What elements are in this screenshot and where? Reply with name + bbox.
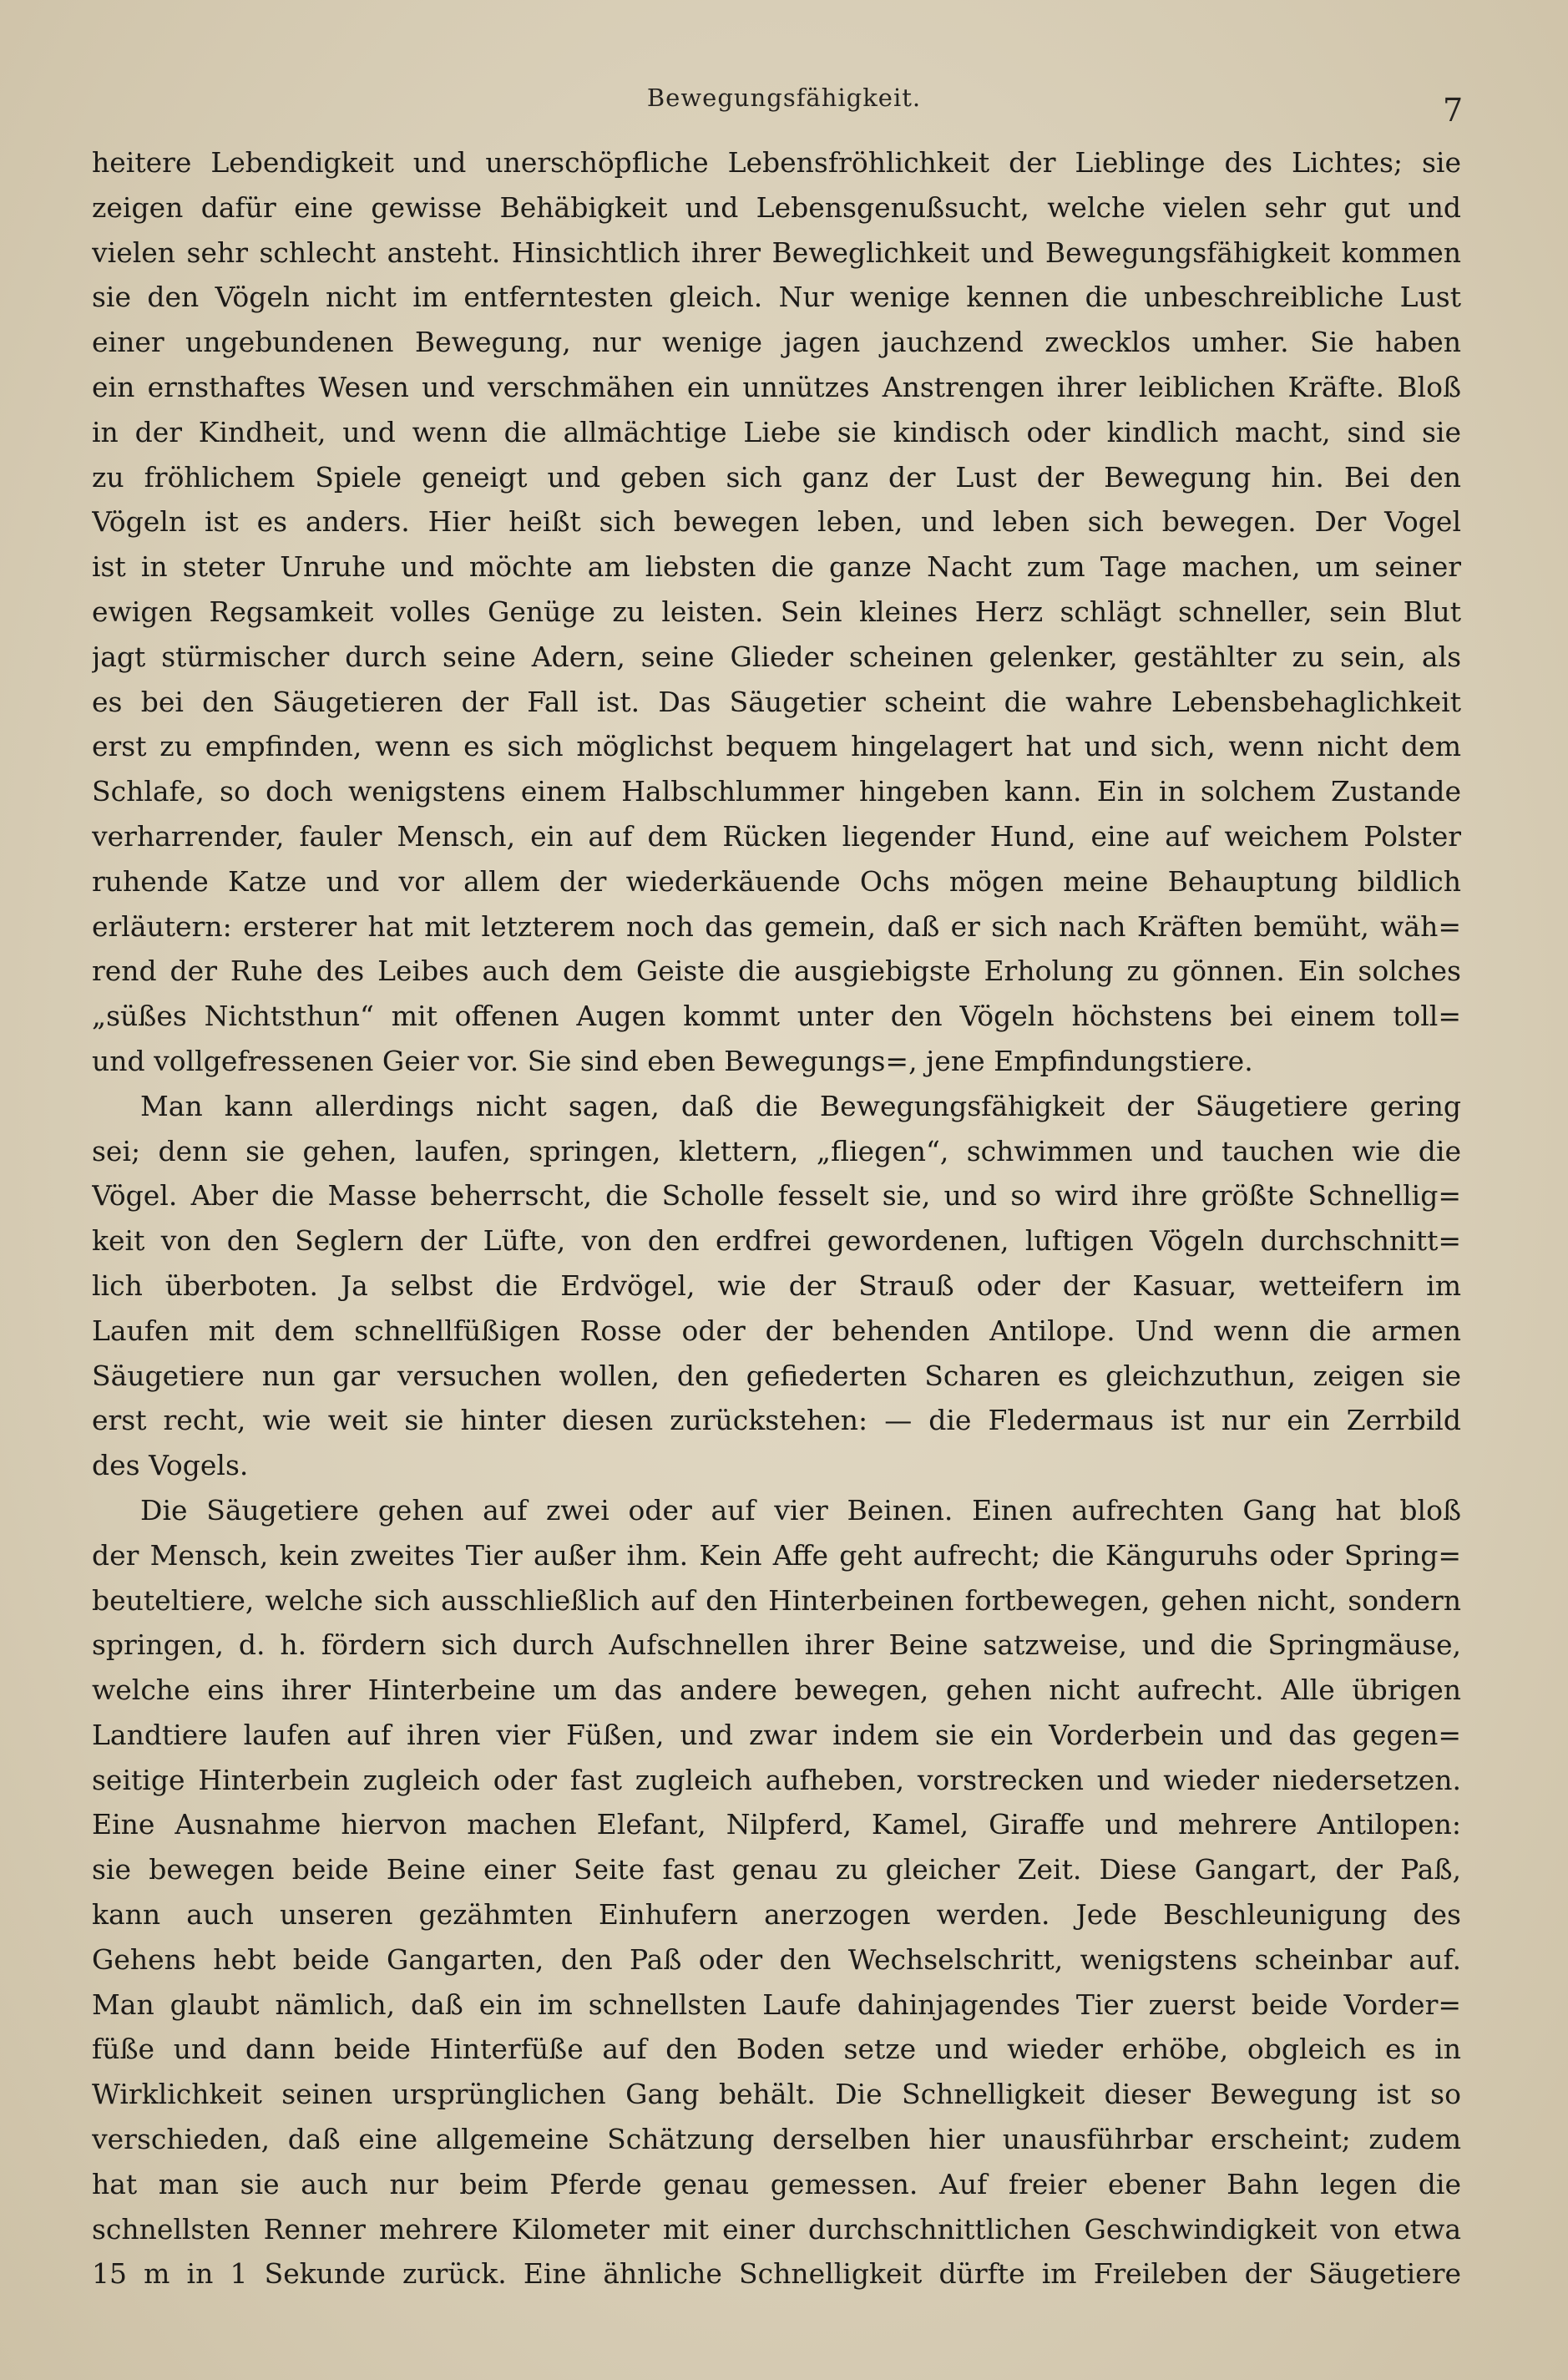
text-line: erläutern: ersterer hat mit letzterem noch das gemein, daß er sich nach Kräften bemüht, wäh=	[92, 909, 1461, 943]
text-line: Laufen mit dem schnellfüßigen Rosse oder der behenden Antilope. Und wenn die armen	[92, 1314, 1461, 1347]
text-line: heitere Lebendigkeit und unerschöpfliche Lebensfröhlichkeit der Lieblinge des Lichtes; sie	[92, 146, 1461, 179]
text-line: kann auch unseren gezähmten Einhufern anerzogen werden. Jede Beschleunigung des	[92, 1898, 1461, 1932]
running-head: Bewegungsfähigkeit.	[646, 84, 922, 112]
text-line: beuteltiere, welche sich ausschließlich auf den Hinterbeinen fortbewegen, gehen nicht, sondern	[92, 1583, 1461, 1617]
text-line: sie bewegen beide Beine einer Seite fast genau zu gleicher Zeit. Diese Gangart, der Paß,	[92, 1853, 1461, 1886]
text-line: Schlafe, so doch wenigstens einem Halbschlummer hingeben kann. Ein in solchem Zustande	[92, 775, 1461, 808]
text-line: rend der Ruhe des Leibes auch dem Geiste die ausgiebigste Erholung zu gönnen. Ein solches	[92, 955, 1461, 988]
text-line: verharrender, fauler Mensch, ein auf dem Rücken liegender Hund, eine auf weichem Polster	[92, 819, 1461, 853]
text-line: erst zu empfinden, wenn es sich möglichst bequem hingelagert hat und sich, wenn nicht dem	[92, 730, 1461, 763]
text-line: Die Säugetiere gehen auf zwei oder auf vier Beinen. Einen aufrechten Gang hat bloß	[140, 1493, 1461, 1527]
text-line: zu fröhlichem Spiele geneigt und geben sich ganz der Lust der Bewegung hin. Bei den	[92, 460, 1461, 494]
text-line: welche eins ihrer Hinterbeine um das andere bewegen, gehen nicht aufrecht. Alle übrigen	[92, 1674, 1461, 1707]
text-line: einer ungebundenen Bewegung, nur wenige jagen jauchzend zwecklos umher. Sie haben	[92, 326, 1461, 359]
text-line: des Vogels.	[92, 1449, 249, 1482]
text-line: keit von den Seglern der Lüfte, von den erdfrei gewordenen, luftigen Vögeln durchschnitt=	[92, 1224, 1461, 1258]
text-line: lich überboten. Ja selbst die Erdvögel, wie der Strauß oder der Kasuar, wetteifern im	[92, 1268, 1461, 1302]
text-line: füße und dann beide Hinterfüße auf den Boden setze und wieder erhöbe, obgleich es in	[92, 2033, 1461, 2066]
text-line: „süßes Nichtsthun“ mit offenen Augen kommt unter den Vögeln höchstens bei einem toll=	[92, 1000, 1461, 1033]
text-line: verschieden, daß eine allgemeine Schätzung derselben hier unausführbar erscheint; zudem	[92, 2123, 1461, 2156]
text-line: sie den Vögeln nicht im entferntesten gleich. Nur wenige kennen die unbeschreibliche Lust	[92, 281, 1461, 314]
text-line: in der Kindheit, und wenn die allmächtige Liebe sie kindisch oder kindlich macht, sind sie	[92, 415, 1461, 448]
text-line: Vögel. Aber die Masse beherrscht, die Scholle fesselt sie, und so wird ihre größte Schnellig=	[92, 1179, 1461, 1213]
text-line: der Mensch, kein zweites Tier außer ihm. Kein Affe geht aufrecht; die Känguruhs oder Spring=	[92, 1538, 1461, 1572]
text-line: Eine Ausnahme hiervon machen Elefant, Nilpferd, Kamel, Giraffe und mehrere Antilopen:	[92, 1808, 1461, 1841]
text-line: hat man sie auch nur beim Pferde genau gemessen. Auf freier ebener Bahn legen die	[92, 2167, 1461, 2200]
text-line: sei; denn sie gehen, laufen, springen, klettern, „fliegen“, schwimmen und tauchen wie die	[92, 1134, 1461, 1167]
text-line: zeigen dafür eine gewisse Behäbigkeit und Lebensgenußsucht, welche vielen sehr gut und	[92, 190, 1461, 224]
text-line: 15 m in 1 Sekunde zurück. Eine ähnliche Schnelligkeit dürfte im Freileben der Säugetiere	[92, 2257, 1461, 2291]
text-line: erst recht, wie weit sie hinter diesen zurückstehen: — die Fledermaus ist nur ein Zerrbild	[92, 1404, 1461, 1437]
text-line: ewigen Regsamkeit volles Genüge zu leisten. Sein kleines Herz schlägt schneller, sein Blut	[92, 595, 1461, 628]
text-line: Man kann allerdings nicht sagen, daß die Bewegungsfähigkeit der Säugetiere gering	[140, 1089, 1461, 1122]
text-line: seitige Hinterbein zugleich oder fast zugleich aufheben, vorstrecken und wieder niedersetzen.	[92, 1763, 1461, 1796]
text-line: es bei den Säugetieren der Fall ist. Das Säugetier scheint die wahre Lebensbehaglichkeit	[92, 685, 1461, 718]
text-line: Wirklichkeit seinen ursprünglichen Gang behält. Die Schnelligkeit dieser Bewegung ist so	[92, 2078, 1461, 2111]
text-line: Landtiere laufen auf ihren vier Füßen, und zwar indem sie ein Vorderbein und das gegen=	[92, 1718, 1461, 1751]
text-line: Man glaubt nämlich, daß ein im schnellsten Laufe dahinjagendes Tier zuerst beide Vorder=	[92, 1988, 1461, 2021]
text-line: schnellsten Renner mehrere Kilometer mit einer durchschnittlichen Geschwindigkeit von etwa	[92, 2212, 1461, 2246]
page-number: 7	[1443, 92, 1464, 129]
text-line: jagt stürmischer durch seine Adern, seine Glieder scheinen gelenker, gestählter zu sein, als	[92, 640, 1461, 673]
text-line: ruhende Katze und vor allem der wiederkäuende Ochs mögen meine Behauptung bildlich	[92, 864, 1461, 898]
text-line: ist in steter Unruhe und möchte am liebsten die ganze Nacht zum Tage machen, um seiner	[92, 550, 1461, 584]
text-line: Säugetiere nun gar versuchen wollen, den gefiederten Scharen es gleichzuthun, zeigen sie	[92, 1359, 1461, 1392]
text-line: springen, d. h. fördern sich durch Aufschnellen ihrer Beine satzweise, und die Springmäuse,	[92, 1628, 1461, 1662]
text-line: und vollgefressenen Geier vor. Sie sind eben Bewegungs=, jene Empfindungstiere.	[92, 1044, 1253, 1077]
text-line: Gehens hebt beide Gangarten, den Paß oder den Wechselschritt, wenigstens scheinbar auf.	[92, 1942, 1461, 1976]
text-line: vielen sehr schlecht ansteht. Hinsichtlich ihrer Beweglichkeit und Bewegungsfähigkeit kommen	[92, 235, 1461, 269]
body-text	[92, 140, 1461, 2296]
text-line: Vögeln ist es anders. Hier heißt sich bewegen leben, und leben sich bewegen. Der Vogel	[92, 505, 1461, 539]
text-line: ein ernsthaftes Wesen und verschmähen ein unnützes Anstrengen ihrer leiblichen Kräfte. Bloß	[92, 370, 1461, 403]
